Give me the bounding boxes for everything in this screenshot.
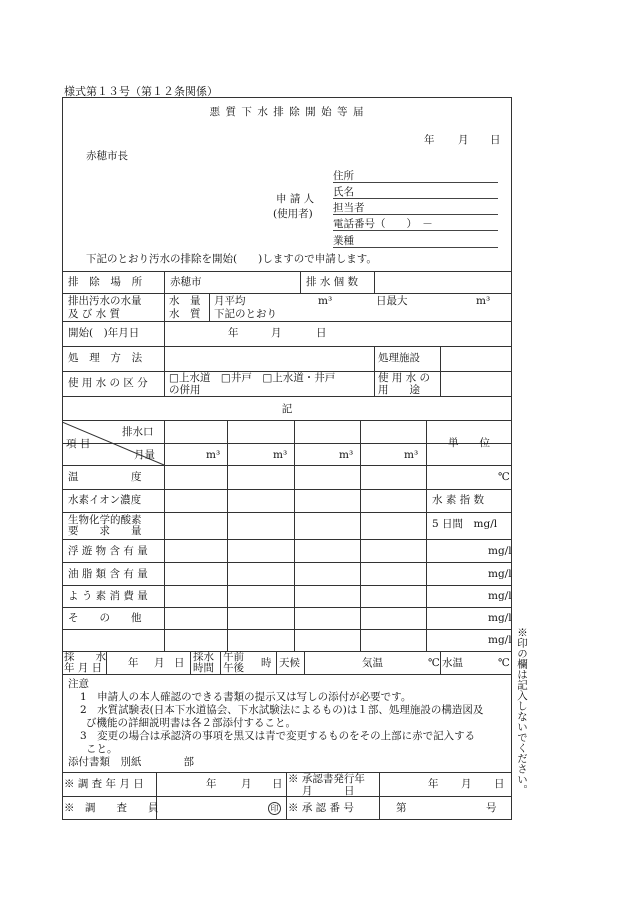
monthly-average-unit: m³ — [318, 295, 333, 307]
item-temperature: 温 度 — [68, 471, 142, 483]
water-temp-unit: ℃ — [498, 657, 510, 669]
note-2-cont: び機能の詳細説明書は各２部添付すること。 — [86, 717, 296, 729]
item-label: 項 目 — [66, 438, 91, 450]
outlet-4-unit: m³ — [404, 449, 419, 461]
daily-max-label: 日最大 — [376, 295, 408, 307]
sampling-time-label-cont: 時間 — [193, 662, 214, 674]
outlet-3-unit: m³ — [339, 449, 354, 461]
unit-other: mg/l — [488, 612, 512, 624]
water-use-label: 使 用 水 の — [378, 372, 431, 384]
attachments-note: 添付書類 別紙 部 — [68, 756, 194, 768]
treatment-method-label: 処 理 方 法 — [68, 352, 146, 364]
water-temp-label: 水温 — [442, 657, 463, 669]
item-oil-grease: 油 脂 類 含 有 量 — [68, 568, 148, 580]
air-temp-unit: ℃ — [428, 657, 440, 669]
note-3: 3 変更の場合は承認済の事項を黒又は青で変更するものをその上部に赤で記入する — [80, 730, 476, 742]
item-other: そ の 他 — [68, 612, 142, 624]
sampling-date-label: 採 水 — [64, 651, 106, 663]
water-source-options-cont: の併用 — [169, 384, 201, 396]
water-volume-label: 水 量 — [169, 295, 201, 307]
survey-day: 日 — [272, 778, 283, 790]
start-date-year: 年 — [228, 327, 239, 339]
applicant-label: 申 請 人 — [276, 193, 315, 205]
item-iodine-consumption: よ う 素 消 費 量 — [68, 590, 148, 602]
intro-text: 下記のとおり汚水の排除を開始( )しますので申請します。 — [86, 253, 377, 265]
survey-year: 年 — [206, 778, 217, 790]
volume-label: 排出汚水の水量 — [68, 295, 142, 307]
unit-ph: 水 素 指 数 — [432, 494, 485, 506]
applicant-address: 住所 — [333, 170, 354, 182]
office-use-note: ※印の欄は記入しないでください。 — [516, 627, 528, 795]
form-number: 様式第１３号（第１２条関係） — [64, 85, 218, 98]
quality-value: 下記のとおり — [214, 308, 277, 320]
surveyor-label: ※ 調 査 員 — [64, 802, 159, 814]
sampling-time-label: 採水 — [193, 651, 214, 663]
unit-extra: mg/l — [488, 634, 512, 646]
sampling-am: 午前 — [223, 651, 244, 663]
applicant-industry: 業種 — [333, 235, 354, 247]
note-2: 2 水質試験表(日本下水道協会、下水試験法によるもの)は１部、処理施設の構造図及 — [80, 704, 484, 716]
discharge-place-value: 赤穂市 — [170, 276, 202, 288]
treatment-facility-label: 処理施設 — [378, 352, 420, 364]
water-quality-label: 水 質 — [169, 308, 201, 320]
date-day: 日 — [490, 134, 501, 146]
sampling-hour: 時 — [261, 657, 272, 669]
sampling-day: 日 — [174, 657, 185, 669]
sampling-pm: 午後 — [223, 662, 244, 674]
water-use-label-cont: 用 途 — [378, 384, 420, 396]
issue-month: 月 — [461, 778, 472, 790]
notes-title: 注意 — [68, 678, 89, 690]
note-3-cont: こと。 — [86, 743, 118, 755]
applicant-name: 氏名 — [333, 186, 354, 198]
start-date-day: 日 — [316, 327, 327, 339]
approval-number-prefix: 第 — [396, 802, 407, 814]
outlet-2-unit: m³ — [273, 449, 288, 461]
item-ph: 水素イオン濃度 — [68, 494, 142, 506]
issue-year: 年 — [428, 778, 439, 790]
outlet-label: 排水口 — [122, 426, 154, 438]
addressee: 赤穂市長 — [86, 150, 128, 162]
sampling-date-label-cont: 年 月 日 — [64, 662, 103, 674]
form-title: 悪 質 下 水 排 除 開 始 等 届 — [209, 106, 365, 118]
monthly-volume-label: 月量 — [134, 449, 155, 461]
start-date-month: 月 — [271, 327, 282, 339]
sampling-year: 年 — [128, 657, 139, 669]
unit-bod: 5 日間 mg/l — [432, 518, 498, 530]
survey-date-label: ※ 調 査 年 月 日 — [64, 778, 144, 790]
date-month: 月 — [458, 134, 469, 146]
issue-date-label-cont: 月 日 — [302, 785, 355, 797]
item-bod-cont: 要 求 量 — [68, 525, 142, 537]
date-year: 年 — [424, 134, 435, 146]
air-temp-label: 気温 — [362, 657, 383, 669]
sampling-month: 月 — [154, 657, 165, 669]
monthly-average-label: 月平均 — [214, 295, 246, 307]
daily-max-unit: m³ — [476, 295, 491, 307]
outlet-count-label: 排 水 個 数 — [306, 276, 359, 288]
approval-number-label: ※ 承 認 番 号 — [288, 802, 354, 814]
applicant-phone: 電話番号（ ） － — [333, 218, 433, 230]
seal-icon: 印 — [268, 802, 281, 815]
unit-iodine-consumption: mg/l — [488, 590, 512, 602]
survey-month: 月 — [241, 778, 252, 790]
outlet-1-unit: m³ — [206, 449, 221, 461]
weather-label: 天候 — [279, 657, 300, 669]
unit-temperature: ℃ — [498, 471, 510, 483]
unit-header: 単 位 — [448, 437, 490, 449]
item-suspended-solids: 浮 遊 物 含 有 量 — [68, 545, 148, 557]
item-bod: 生物化学的酸素 — [68, 514, 142, 526]
applicant-contact: 担当者 — [333, 202, 365, 214]
water-source-options: □上水道 □井戸 □上水道・井戸 — [169, 372, 336, 384]
water-source-label: 使 用 水 の 区 分 — [68, 377, 148, 389]
quality-label: 及 び 水 質 — [68, 308, 121, 320]
start-date-label: 開始( )年月日 — [68, 327, 140, 339]
issue-day: 日 — [494, 778, 505, 790]
unit-suspended-solids: mg/l — [488, 545, 512, 557]
note-1: 1 申請人の本人確認のできる書類の提示又は写しの添付が必要です。 — [80, 691, 412, 703]
approval-number-suffix: 号 — [486, 802, 497, 814]
applicant-sublabel: (使用者) — [273, 208, 313, 220]
notes-header: 記 — [281, 403, 293, 415]
discharge-place-label: 排 除 場 所 — [68, 276, 146, 288]
issue-date-label: ※ 承認書発行年 — [288, 773, 365, 785]
unit-oil-grease: mg/l — [488, 568, 512, 580]
